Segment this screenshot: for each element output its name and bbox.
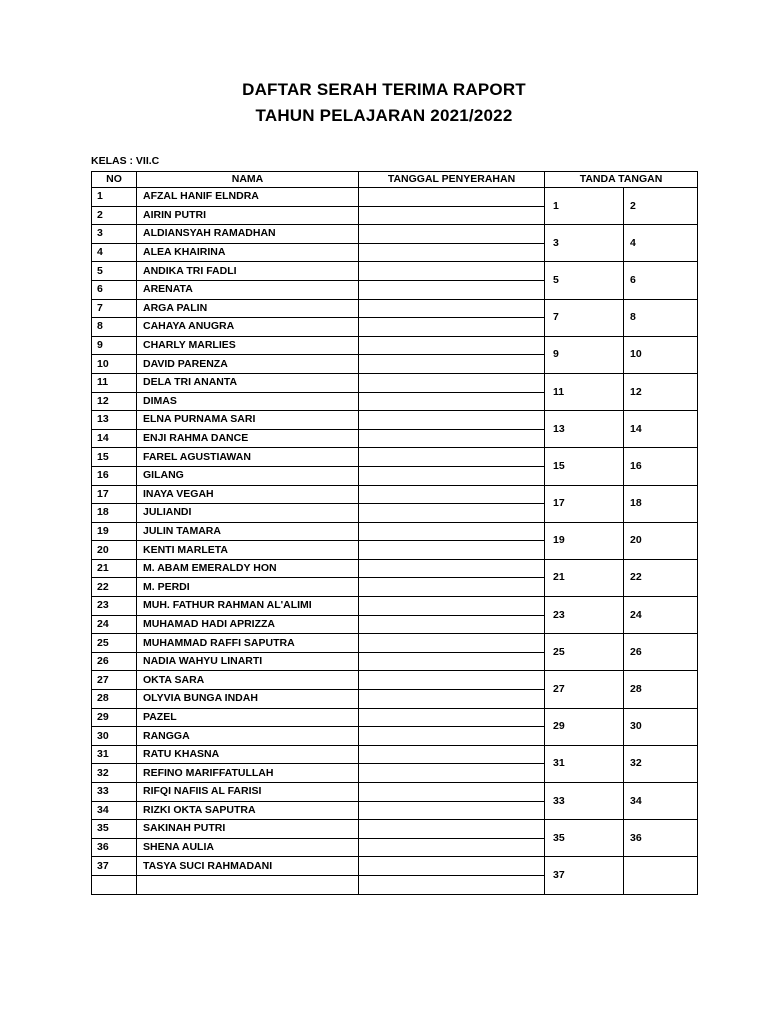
student-name: M. ABAM EMERALDY HON xyxy=(137,559,359,578)
row-number: 29 xyxy=(92,708,137,727)
row-number: 5 xyxy=(92,262,137,281)
handover-date-cell xyxy=(359,801,545,820)
table-row xyxy=(92,299,698,318)
handover-date-cell xyxy=(359,652,545,671)
row-number: 1 xyxy=(92,188,137,207)
header-tanggal: TANGGAL PENYERAHAN xyxy=(359,172,545,188)
signature-cell-right: 14 xyxy=(624,411,698,448)
handover-date-cell xyxy=(359,429,545,448)
handover-date-cell xyxy=(359,745,545,764)
signature-cell-left: 7 xyxy=(545,299,624,336)
student-name: NADIA WAHYU LINARTI xyxy=(137,652,359,671)
table-row xyxy=(92,225,698,244)
header-nama: NAMA xyxy=(137,172,359,188)
handover-date-cell xyxy=(359,392,545,411)
handover-date-cell xyxy=(359,262,545,281)
handover-date-cell xyxy=(359,690,545,709)
signature-cell-right: 8 xyxy=(624,299,698,336)
table-row xyxy=(92,708,698,727)
handover-date-cell xyxy=(359,188,545,207)
row-number: 20 xyxy=(92,541,137,560)
student-name: DIMAS xyxy=(137,392,359,411)
table-row xyxy=(92,373,698,392)
signature-cell-right: 32 xyxy=(624,745,698,782)
student-name: REFINO MARIFFATULLAH xyxy=(137,764,359,783)
row-number: 28 xyxy=(92,690,137,709)
student-name: CHARLY MARLIES xyxy=(137,336,359,355)
signature-cell-left: 1 xyxy=(545,188,624,225)
row-number: 35 xyxy=(92,820,137,839)
student-name: MUHAMMAD RAFFI SAPUTRA xyxy=(137,634,359,653)
row-number: 14 xyxy=(92,429,137,448)
table-row xyxy=(92,820,698,839)
handover-date-cell xyxy=(359,373,545,392)
row-number: 32 xyxy=(92,764,137,783)
table-row xyxy=(92,448,698,467)
handover-date-cell xyxy=(359,448,545,467)
signature-cell-left: 21 xyxy=(545,559,624,596)
handover-date-cell xyxy=(359,820,545,839)
signature-cell-left: 15 xyxy=(545,448,624,485)
student-name: GILANG xyxy=(137,466,359,485)
student-name: RANGGA xyxy=(137,727,359,746)
row-number xyxy=(92,875,137,894)
handover-date-cell xyxy=(359,541,545,560)
signature-cell-right: 10 xyxy=(624,336,698,373)
student-name: MUHAMAD HADI APRIZZA xyxy=(137,615,359,634)
row-number: 37 xyxy=(92,857,137,876)
table-row xyxy=(92,262,698,281)
row-number: 15 xyxy=(92,448,137,467)
table-row xyxy=(92,783,698,802)
signature-cell-left: 35 xyxy=(545,820,624,857)
row-number: 12 xyxy=(92,392,137,411)
signature-cell-right: 4 xyxy=(624,225,698,262)
student-name: ELNA PURNAMA SARI xyxy=(137,411,359,430)
row-number: 22 xyxy=(92,578,137,597)
row-number: 24 xyxy=(92,615,137,634)
student-name: DELA TRI ANANTA xyxy=(137,373,359,392)
signature-cell-right: 6 xyxy=(624,262,698,299)
student-name: RIZKI OKTA SAPUTRA xyxy=(137,801,359,820)
handover-date-cell xyxy=(359,355,545,374)
handover-date-cell xyxy=(359,299,545,318)
student-name: INAYA VEGAH xyxy=(137,485,359,504)
signature-cell-left: 11 xyxy=(545,373,624,410)
row-number: 25 xyxy=(92,634,137,653)
row-number: 3 xyxy=(92,225,137,244)
handover-date-cell xyxy=(359,597,545,616)
signature-cell-left: 3 xyxy=(545,225,624,262)
handover-date-cell xyxy=(359,875,545,894)
table-row xyxy=(92,559,698,578)
row-number: 13 xyxy=(92,411,137,430)
student-name: ALDIANSYAH RAMADHAN xyxy=(137,225,359,244)
header-no: NO xyxy=(92,172,137,188)
student-name: SHENA AULIA xyxy=(137,838,359,857)
row-number: 2 xyxy=(92,206,137,225)
signature-cell-left: 17 xyxy=(545,485,624,522)
row-number: 31 xyxy=(92,745,137,764)
student-name: PAZEL xyxy=(137,708,359,727)
handover-date-cell xyxy=(359,559,545,578)
signature-cell-right: 22 xyxy=(624,559,698,596)
row-number: 26 xyxy=(92,652,137,671)
row-number: 23 xyxy=(92,597,137,616)
signature-cell-right: 36 xyxy=(624,820,698,857)
row-number: 4 xyxy=(92,243,137,262)
signature-cell-left: 27 xyxy=(545,671,624,708)
handover-date-cell xyxy=(359,764,545,783)
handover-date-cell xyxy=(359,783,545,802)
student-name: AFZAL HANIF ELNDRA xyxy=(137,188,359,207)
row-number: 9 xyxy=(92,336,137,355)
row-number: 17 xyxy=(92,485,137,504)
signature-cell-right: 24 xyxy=(624,597,698,634)
student-name: MUH. FATHUR RAHMAN AL'ALIMI xyxy=(137,597,359,616)
table-row xyxy=(92,411,698,430)
row-number: 7 xyxy=(92,299,137,318)
handover-date-cell xyxy=(359,727,545,746)
table-row xyxy=(92,745,698,764)
row-number: 30 xyxy=(92,727,137,746)
student-name: RIFQI NAFIIS AL FARISI xyxy=(137,783,359,802)
table-row xyxy=(92,634,698,653)
student-name: ENJI RAHMA DANCE xyxy=(137,429,359,448)
signature-cell-right xyxy=(624,857,698,894)
handover-date-cell xyxy=(359,485,545,504)
handover-date-cell xyxy=(359,578,545,597)
table-row xyxy=(92,188,698,207)
student-name: ALEA KHAIRINA xyxy=(137,243,359,262)
row-number: 33 xyxy=(92,783,137,802)
document-subtitle: TAHUN PELAJARAN 2021/2022 xyxy=(255,106,513,125)
signature-cell-left: 25 xyxy=(545,634,624,671)
handover-date-cell xyxy=(359,522,545,541)
header-tanda-tangan: TANDA TANGAN xyxy=(545,172,698,188)
table-row xyxy=(92,336,698,355)
signature-cell-left: 19 xyxy=(545,522,624,559)
signature-cell-right: 20 xyxy=(624,522,698,559)
row-number: 27 xyxy=(92,671,137,690)
handover-date-cell xyxy=(359,634,545,653)
table-row xyxy=(92,597,698,616)
signature-cell-left: 31 xyxy=(545,745,624,782)
student-name: AIRIN PUTRI xyxy=(137,206,359,225)
row-number: 6 xyxy=(92,280,137,299)
signature-cell-right: 12 xyxy=(624,373,698,410)
student-name: ARENATA xyxy=(137,280,359,299)
row-number: 19 xyxy=(92,522,137,541)
signature-cell-right: 28 xyxy=(624,671,698,708)
student-name: OKTA SARA xyxy=(137,671,359,690)
signature-cell-right: 16 xyxy=(624,448,698,485)
student-name: JULIN TAMARA xyxy=(137,522,359,541)
handover-date-cell xyxy=(359,206,545,225)
table-row xyxy=(92,522,698,541)
row-number: 8 xyxy=(92,318,137,337)
table-row xyxy=(92,671,698,690)
handover-date-cell xyxy=(359,225,545,244)
row-number: 16 xyxy=(92,466,137,485)
handover-date-cell xyxy=(359,708,545,727)
student-name: M. PERDI xyxy=(137,578,359,597)
student-name: TASYA SUCI RAHMADANI xyxy=(137,857,359,876)
table-header-row xyxy=(92,172,698,188)
table-row xyxy=(92,485,698,504)
handover-date-cell xyxy=(359,838,545,857)
signature-cell-left: 37 xyxy=(545,857,624,894)
signature-cell-left: 13 xyxy=(545,411,624,448)
handover-date-cell xyxy=(359,615,545,634)
signature-cell-right: 2 xyxy=(624,188,698,225)
student-name: KENTI MARLETA xyxy=(137,541,359,560)
handover-table xyxy=(91,171,698,895)
row-number: 11 xyxy=(92,373,137,392)
handover-date-cell xyxy=(359,318,545,337)
student-name: ARGA PALIN xyxy=(137,299,359,318)
table-body xyxy=(92,188,698,895)
handover-date-cell xyxy=(359,336,545,355)
row-number: 10 xyxy=(92,355,137,374)
student-name: JULIANDI xyxy=(137,504,359,523)
row-number: 34 xyxy=(92,801,137,820)
row-number: 21 xyxy=(92,559,137,578)
signature-cell-left: 5 xyxy=(545,262,624,299)
handover-date-cell xyxy=(359,243,545,262)
row-number: 36 xyxy=(92,838,137,857)
signature-cell-left: 33 xyxy=(545,783,624,820)
student-name: CAHAYA ANUGRA xyxy=(137,318,359,337)
handover-date-cell xyxy=(359,466,545,485)
signature-cell-right: 26 xyxy=(624,634,698,671)
signature-cell-left: 29 xyxy=(545,708,624,745)
handover-date-cell xyxy=(359,411,545,430)
student-name: SAKINAH PUTRI xyxy=(137,820,359,839)
student-name: ANDIKA TRI FADLI xyxy=(137,262,359,281)
signature-cell-left: 23 xyxy=(545,597,624,634)
handover-date-cell xyxy=(359,671,545,690)
signature-cell-right: 34 xyxy=(624,783,698,820)
row-number: 18 xyxy=(92,504,137,523)
student-name: OLYVIA BUNGA INDAH xyxy=(137,690,359,709)
handover-date-cell xyxy=(359,280,545,299)
signature-cell-right: 18 xyxy=(624,485,698,522)
signature-cell-left: 9 xyxy=(545,336,624,373)
student-name xyxy=(137,875,359,894)
handover-date-cell xyxy=(359,857,545,876)
document-title: DAFTAR SERAH TERIMA RAPORT xyxy=(242,80,526,99)
table-row xyxy=(92,857,698,876)
signature-cell-right: 30 xyxy=(624,708,698,745)
handover-date-cell xyxy=(359,504,545,523)
class-label: KELAS : VII.C xyxy=(91,155,160,167)
student-name: RATU KHASNA xyxy=(137,745,359,764)
student-name: FAREL AGUSTIAWAN xyxy=(137,448,359,467)
student-name: DAVID PARENZA xyxy=(137,355,359,374)
